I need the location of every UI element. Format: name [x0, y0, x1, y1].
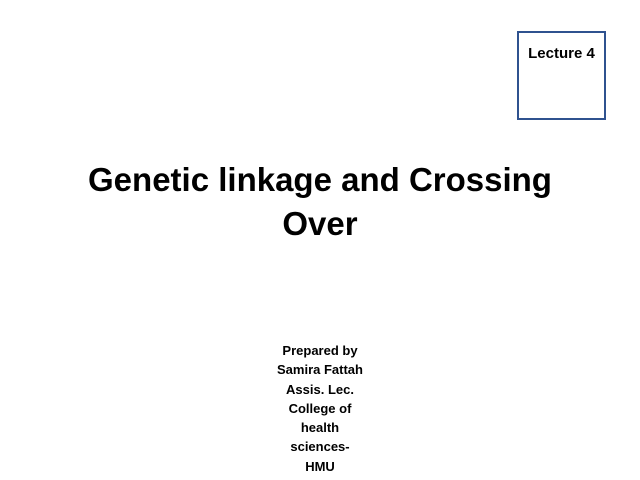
presenter-line: Samira Fattah [277, 362, 363, 378]
lecture-number-box [517, 31, 606, 120]
slide-title-line: Genetic linkage and Crossing [88, 161, 552, 198]
presenter-info [240, 341, 400, 476]
presenter-line: health [300, 420, 340, 436]
slide-title-line: Over [282, 205, 358, 242]
presenter-line: sciences- [290, 439, 350, 455]
presenter-line: Prepared by [282, 343, 358, 358]
presenter-line: HMU [305, 458, 335, 474]
slide-title [40, 158, 600, 246]
presenter-line: Assis. Lec. [286, 381, 354, 397]
lecture-label: Lecture 4 [528, 45, 595, 62]
presenter-line: College of [288, 400, 352, 416]
